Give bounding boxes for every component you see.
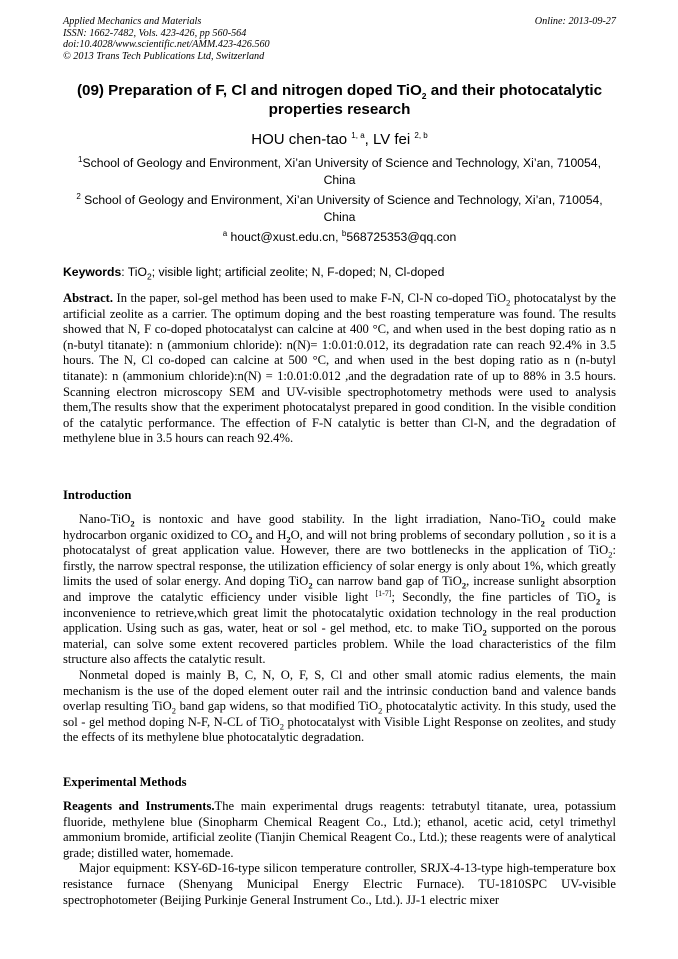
title-subscript: 2	[421, 91, 427, 102]
abstract-subscript: 2	[506, 297, 511, 308]
copyright-line: © 2013 Trans Tech Publications Ltd, Switzerland	[63, 50, 265, 62]
experimental-methods-heading: Experimental Methods	[63, 775, 187, 789]
experimental-methods-body	[63, 799, 616, 908]
author-name: HOU chen-tao	[251, 131, 352, 148]
online-date: Online: 2013-09-27	[534, 16, 616, 27]
intro-paragraph-1: Nano-TiO$_2$ is nontoxic and have good stability. In the light irradiation, Nano-TiO$_2$ could make hydrocarbon organic oxidized to $CO_2$ and $H_2O$, and will not bring problems of secondary pollution , so it is a photocatalyst of great application value. However, there are two bottlenecks in the application of TiO$_2$: firstly, the narrow spectral response, the utilization efficiency of solar energy is only about 1%, which greatly limits the used of solar energy. And doping TiO$_2$ can narrow band gap of TiO$_2$, increase sunlight absorption and improve the catalytic efficiency under visible light [1-7]; Secondly, the fine particles of TiO$_2$ is inconvenience to retrieve,which great limit the photocatalytic oxidation technology in the real production application. Using such as gas, water, heat or sol - gel method, etc. to make TiO$_2$ supported on the porous material, can solve some extent recovered particles problem. While the load characteristics of the film structure also affects the catalytic result.	[63, 512, 617, 667]
affiliation-text: China	[323, 173, 356, 187]
journal-name: Applied Mechanics and Materials	[63, 16, 202, 27]
title-text: (09) Preparation of F, Cl and nitrogen doped TiO	[76, 82, 422, 99]
affiliation-text: School of Geology and Environment, Xi’an University of Science and Technology, Xi’an, 710054,	[80, 193, 603, 207]
paper-title	[63, 81, 616, 119]
keywords-text: : TiO	[121, 265, 147, 279]
author-name: LV fei	[372, 131, 415, 148]
keywords-subscript: 2	[146, 271, 152, 282]
email-superscript: b	[341, 228, 347, 238]
affiliation-text: China	[323, 210, 356, 224]
abstract-label: Abstract.	[63, 291, 114, 305]
affiliation-1	[63, 155, 616, 189]
email-address: houct@xust.edu.cn,	[227, 230, 342, 244]
affiliation-superscript: 1	[78, 154, 83, 164]
keywords-label: Keywords	[63, 265, 122, 279]
title-text: properties research	[268, 101, 411, 118]
email-address: 568725353@qq.con	[346, 230, 457, 244]
abstract-text: In the paper, sol-gel method has been used to make F-N, Cl-N co-doped TiO	[113, 291, 507, 305]
email-superscript: a	[222, 228, 228, 238]
doi-line: doi:10.4028/www.scientific.net/AMM.423-426.560	[63, 39, 270, 51]
keywords-text: ; visible light; artificial zeolite; N, F-doped; N, Cl-doped	[151, 265, 445, 279]
intro-paragraph-2: Nonmetal doped is mainly B, C, N, O, F, S, Cl and other small atomic radius elements, the main mechanism is the use of the doped element outer rail and the intrinsic conduction band and valence bands overlap resulting TiO$_2$ band gap widens, so that modified TiO$_2$ photocatalytic activity. In this study, used the sol - gel method doping N-F, N-CL of TiO$_2$ photocatalyst with Visible Light Response on zeolites, and study the effects of its methylene blue photocatalytic degradation.	[63, 667, 617, 745]
author-superscript: 2, b	[414, 131, 428, 140]
affiliation-superscript: 2	[76, 191, 81, 201]
keywords-line	[63, 264, 616, 280]
methods-paragraph-2: Major equipment: KSY-6D-16-type silicon temperature controller, SRJX-4-13-type high-temperature box resistance furnace (Shenyang Municipal Energy Electric Furnace). TU-1810SPC UV-visible spectrophotometer (Beijing Purkinje General Instrument Co., Ltd.). JJ-1 electric mixer	[63, 861, 616, 907]
affiliation-text: School of Geology and Environment, Xi’an University of Science and Technology, Xi’an, 710054,	[82, 156, 601, 170]
author-superscript: 1, a	[351, 131, 365, 140]
citation-reference: [1-7]	[375, 588, 392, 598]
methods-paragraph-1	[63, 799, 616, 861]
introduction-heading: Introduction	[63, 488, 132, 502]
author-separator: ,	[364, 131, 373, 148]
issn-line: ISSN: 1662-7482, Vols. 423-426, pp 560-564	[63, 27, 247, 39]
abstract-text: photocatalyst by the artificial zeolite as a carrier. The optimum doping and the best roasting temperature was found. The results showed that N, F co-doped photocatalyst can calcine at 400 °C, and when used in the best doping ratio as n (n-butyl titanate): n (ammonium chloride): n(N)= 1:0.01:0.012, its degradation rate can reach 92.4% in 3.5 hours. The N, Cl co-doped can calcine at 500 °C, and when used in the best doping ratio as n (n-butyl titanate): n (ammonium chloride):n(N) = 1:0.01:0.012 ,and the degradation rate of up to 88% in 3.5 hours. Scanning electron microscopy SEM and UV-visible spectrophotometry methods were used to analysis them,The results show that the experiment photocatalyst prepared in good condition. In the visible condition of the catalytic performance. The effection of F-N catalytic is better than Cl-N, and the degradation of methylene blue in 3.5 hours can reach 92.4%.	[63, 291, 617, 446]
methods-text: The main experimental drugs reagents: tetrabutyl titanate, urea, potassium fluoride, methylene blue (Sinopharm Chemical Reagent Co., Ltd.); ethanol, acetic acid, cetyl trimethyl ammonium bromide, artificial zeolite (Tianjin Chemical Reagent Co., Ltd.); these reagents were of analytical grade; distilled water, homemade.	[63, 799, 616, 860]
abstract	[63, 291, 616, 447]
journal-header	[63, 16, 616, 62]
title-text: and their photocatalytic	[426, 82, 603, 99]
reagents-label: Reagents and Instruments.	[63, 799, 215, 813]
author-line	[63, 131, 616, 149]
email-line	[63, 229, 616, 245]
affiliation-2	[63, 192, 616, 226]
introduction-body	[63, 512, 616, 746]
